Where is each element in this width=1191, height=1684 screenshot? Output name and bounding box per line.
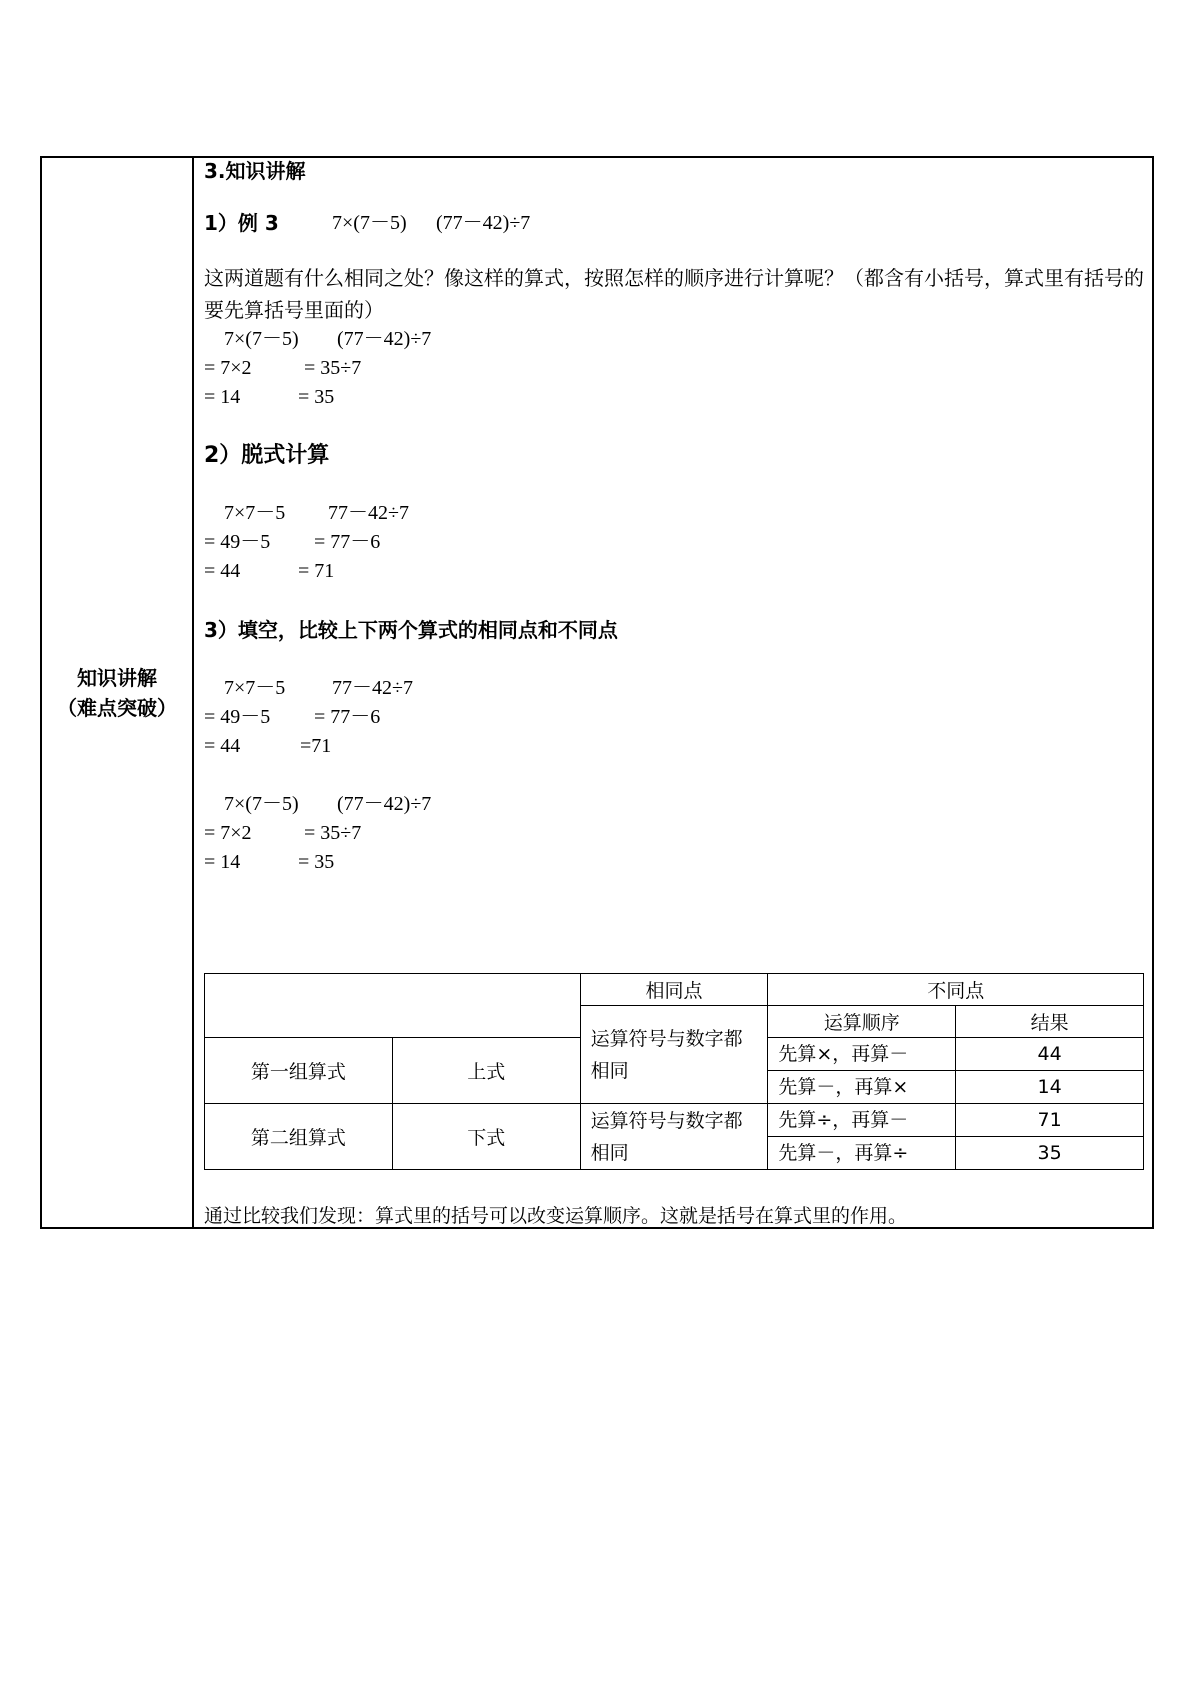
section-side-label — [42, 663, 192, 723]
header-order: 运算顺序 — [768, 1006, 956, 1038]
s3b-right-line-3: = 35 — [298, 851, 335, 873]
result-row-1: 44 — [956, 1038, 1144, 1071]
comparison-table — [204, 973, 1144, 1170]
header-result: 结果 — [956, 1006, 1144, 1038]
s3b-left-line-3: = 14 — [204, 851, 241, 873]
conclusion-text: 通过比较我们发现：算式里的括号可以改变运算顺序。这就是括号在算式里的作用。 — [204, 1205, 908, 1227]
side-label-line-2: （难点突破） — [57, 696, 177, 720]
s3a-left-line-3: = 44 — [204, 735, 241, 757]
s2-right-line-3: = 71 — [298, 560, 335, 582]
s3a-left-line-1: 7×7－5 — [224, 677, 286, 699]
s2-left-line-3: = 44 — [204, 560, 241, 582]
result-row-3: 71 — [956, 1104, 1144, 1137]
order-row-3: 先算÷，再算－ — [768, 1104, 956, 1137]
s2-right-line-2: = 77－6 — [314, 531, 381, 553]
s2-left-line-2: = 49－5 — [204, 531, 271, 553]
example-expr-2: (77－42)÷7 — [436, 212, 531, 234]
s3b-right-line-1: (77－42)÷7 — [337, 793, 432, 815]
example-label: 1）例 3 — [204, 211, 279, 235]
column-divider — [192, 158, 194, 1227]
heading-3: 3）填空，比较上下两个算式的相同点和不同点 — [204, 618, 618, 642]
group-2-lower: 下式 — [392, 1104, 580, 1170]
group-1-label: 第一组算式 — [205, 1038, 393, 1104]
result-row-2: 14 — [956, 1071, 1144, 1104]
order-row-2: 先算－，再算× — [768, 1071, 956, 1104]
group-1-upper: 上式 — [392, 1038, 580, 1104]
s3b-right-line-2: = 35÷7 — [304, 822, 362, 844]
result-row-4: 35 — [956, 1137, 1144, 1170]
header-diff: 不同点 — [768, 974, 1144, 1006]
s1-right-line-2: = 35÷7 — [304, 357, 362, 379]
side-label-line-1: 知识讲解 — [77, 666, 157, 690]
order-row-4: 先算－，再算÷ — [768, 1137, 956, 1170]
s1-right-line-1: (77－42)÷7 — [337, 328, 432, 350]
s1-right-line-3: = 35 — [298, 386, 335, 408]
lesson-table — [40, 156, 1154, 1229]
table-corner-cell — [205, 974, 581, 1038]
s2-right-line-1: 77－42÷7 — [328, 502, 409, 524]
s3a-right-line-2: = 77－6 — [314, 706, 381, 728]
s3b-left-line-1: 7×(7－5) — [224, 793, 299, 815]
s2-left-line-1: 7×7－5 — [224, 502, 286, 524]
question-text: 这两道题有什么相同之处？像这样的算式，按照怎样的顺序进行计算呢？（都含有小括号，算式里有括号的要先算括号里面的） — [204, 266, 1144, 322]
section-title: 3.知识讲解 — [204, 159, 306, 183]
s3a-right-line-3: =71 — [300, 735, 332, 757]
order-row-1: 先算×，再算－ — [768, 1038, 956, 1071]
header-same: 相同点 — [580, 974, 768, 1006]
s1-left-line-3: = 14 — [204, 386, 241, 408]
heading-2: 2）脱式计算 — [204, 443, 330, 468]
content-cell — [204, 158, 1144, 1227]
s1-left-line-2: = 7×2 — [204, 357, 252, 379]
group-2-label: 第二组算式 — [205, 1104, 393, 1170]
same-text-group-1: 运算符号与数字都相同 — [580, 1006, 768, 1104]
s3a-right-line-1: 77－42÷7 — [332, 677, 413, 699]
example-expr-1: 7×(7－5) — [332, 212, 407, 234]
s3b-left-line-2: = 7×2 — [204, 822, 252, 844]
same-text-group-2: 运算符号与数字都相同 — [580, 1104, 768, 1170]
s3a-left-line-2: = 49－5 — [204, 706, 271, 728]
s1-left-line-1: 7×(7－5) — [224, 328, 299, 350]
